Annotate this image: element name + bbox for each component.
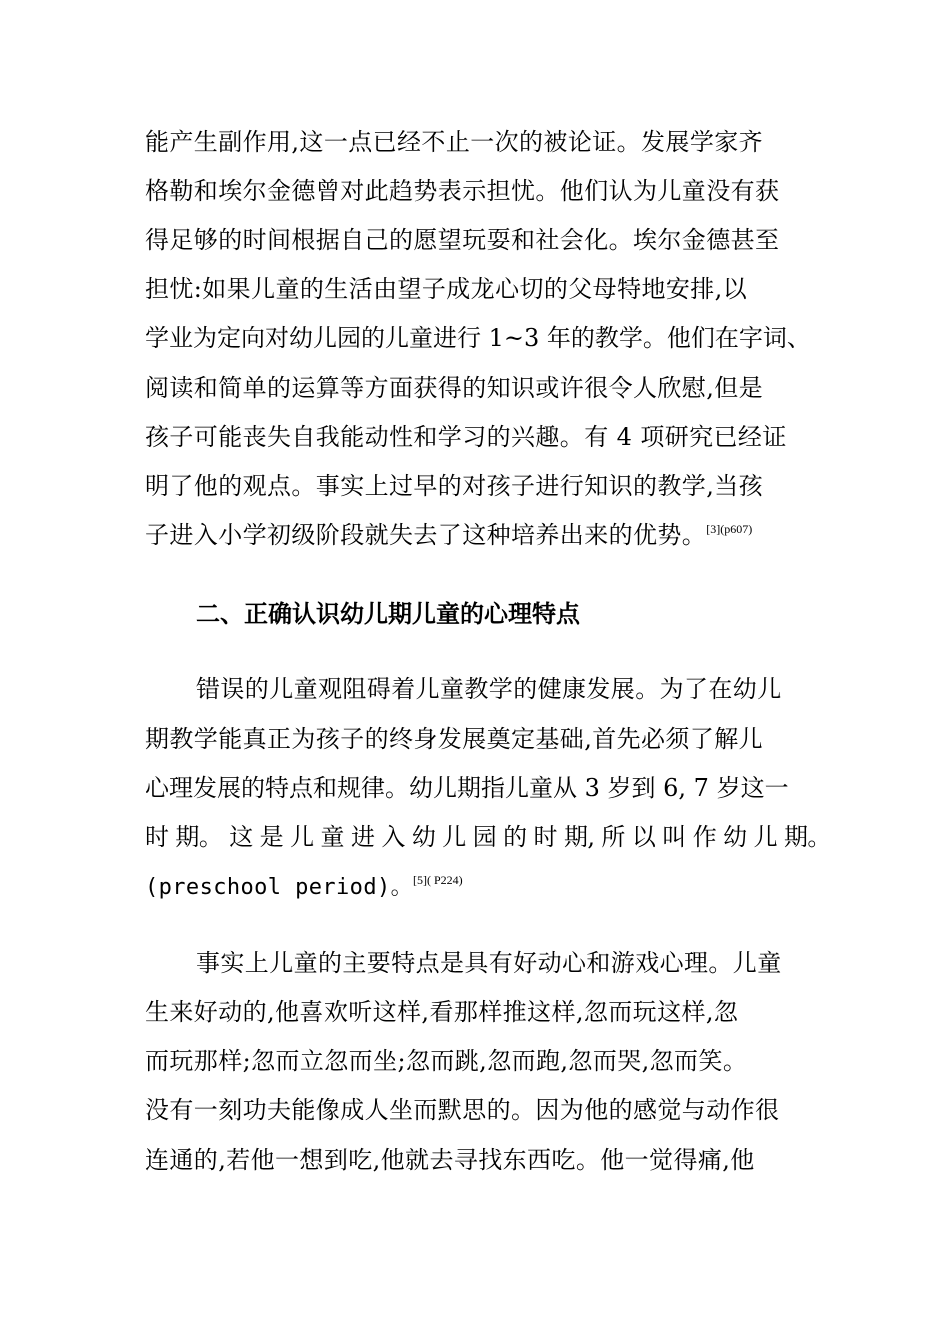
paragraph-line-last [145, 871, 463, 903]
paragraph-line: 连通的,若他一想到吃,他就去寻找东西吃。他一觉得痛,他 [145, 1146, 755, 1174]
paragraph-text: 子进入小学初级阶段就失去了这种培养出来的优势。 [145, 521, 707, 549]
paragraph-text: (preschool period)。 [145, 875, 414, 900]
paragraph-line-last [145, 520, 752, 550]
paragraph-line: 错误的儿童观阻碍着儿童教学的健康发展。为了在幼儿 [196, 675, 782, 703]
paragraph-line: 格勒和埃尔金德曾对此趋势表示担忧。他们认为儿童没有获 [145, 177, 780, 205]
paragraph-line: 孩子可能丧失自我能动性和学习的兴趣。有 4 项研究已经证 [145, 423, 787, 451]
citation: [5]( P224) [413, 873, 463, 887]
paragraph-line: 事实上儿童的主要特点是具有好动心和游戏心理。儿童 [196, 949, 782, 977]
paragraph-line: 能产生副作用,这一点已经不止一次的被论证。发展学家齐 [145, 128, 764, 156]
section-heading: 二、正确认识幼儿期儿童的心理特点 [196, 600, 580, 628]
paragraph-line: 明了他的观点。事实上过早的对孩子进行知识的教学,当孩 [145, 472, 764, 500]
paragraph-line: 而玩那样;忽而立忽而坐;忽而跳,忽而跑,忽而哭,忽而笑。 [145, 1047, 748, 1075]
paragraph-line: 学业为定向对幼儿园的儿童进行 1~3 年的教学。他们在字词、 [145, 324, 811, 352]
paragraph-line: 担忧:如果儿童的生活由望子成龙心切的父母特地安排,以 [145, 275, 748, 303]
paragraph-line: 得足够的时间根据自己的愿望玩耍和社会化。埃尔金德甚至 [145, 226, 780, 254]
citation: [3](p607) [706, 522, 753, 536]
paragraph-line: 时 期。 这 是 儿 童 进 入 幼 儿 园 的 时 期, 所 以 叫 作 幼 儿 期。 [145, 823, 831, 851]
paragraph-line: 心理发展的特点和规律。幼儿期指儿童从 3 岁到 6, 7 岁这一 [145, 774, 789, 802]
paragraph-line: 阅读和简单的运算等方面获得的知识或许很令人欣慰,但是 [145, 374, 764, 402]
paragraph-line: 期教学能真正为孩子的终身发展奠定基础,首先必须了解儿 [145, 725, 764, 753]
paragraph-line: 生来好动的,他喜欢听这样,看那样推这样,忽而玩这样,忽 [145, 998, 739, 1026]
paragraph-line: 没有一刻功夫能像成人坐而默思的。因为他的感觉与动作很 [145, 1096, 780, 1124]
